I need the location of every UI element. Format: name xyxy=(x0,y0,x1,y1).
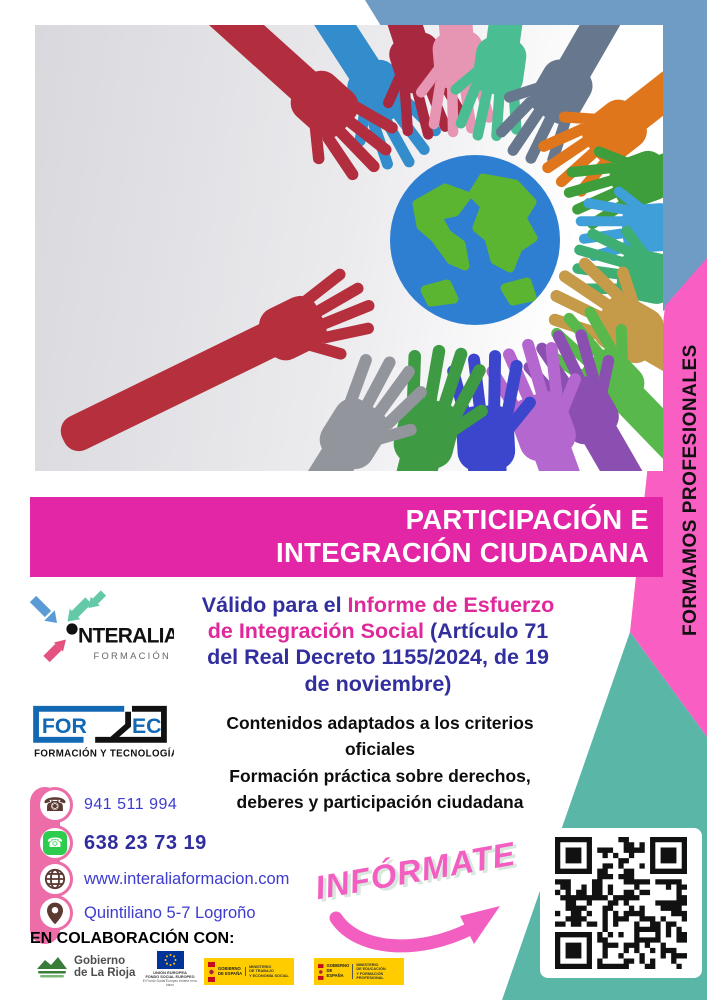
cta-arrow-icon xyxy=(322,888,512,963)
fortec-tagline: FORMACIÓN Y TECNOLOGÍA xyxy=(34,748,174,760)
contact-row-phone xyxy=(37,787,177,823)
min1-gov2: DE ESPAÑA xyxy=(218,970,243,976)
title-line1: PARTICIPACIÓN E xyxy=(405,504,649,535)
spain-flag-icon xyxy=(318,962,324,982)
eu-flag-icon xyxy=(157,951,184,969)
min1-gov1: GOBIERNO xyxy=(218,965,241,971)
location-pin-icon xyxy=(37,895,73,931)
phone-number: 941 511 994 xyxy=(84,796,178,813)
title-banner xyxy=(30,497,663,577)
qr-code xyxy=(555,837,687,969)
interalia-tagline: FORMACIÓN xyxy=(93,651,171,661)
whatsapp-icon: ☎ xyxy=(37,825,73,861)
rioja-line2: de La Rioja xyxy=(74,967,136,979)
whatsapp-number: 638 23 73 19 xyxy=(84,831,207,854)
min2-gov2: DE ESPAÑA xyxy=(326,968,344,978)
validity-text xyxy=(193,592,563,697)
contact-row-whatsapp xyxy=(37,825,207,861)
rioja-mountains-icon xyxy=(36,954,68,980)
min2-gov1: GOBIERNO xyxy=(326,963,350,969)
validity-suffix: (Artículo 71 del Real Decreto 1155/2024, de 19 de noviembre) xyxy=(207,619,549,696)
hero-photo xyxy=(35,25,663,471)
contact-row-address xyxy=(37,895,256,931)
spain-flag-icon xyxy=(208,962,215,982)
features-text xyxy=(200,710,560,815)
cta-informate: INFÓRMATE xyxy=(312,834,519,907)
hands-globe-illustration xyxy=(35,25,663,471)
title-line2: INTEGRACIÓN CIUDADANA xyxy=(276,537,649,568)
ministry-labor-logo xyxy=(204,958,294,985)
collaboration-heading: EN COLABORACIÓN CON: xyxy=(30,930,235,947)
min2-dep1: MINISTERIO xyxy=(356,962,379,967)
min1-dep1: MINISTERIO xyxy=(249,964,272,969)
eu-line3: El Fondo Social Europeo invierte en tu futuro xyxy=(142,979,198,987)
address-text: Quintiliano 5-7 Logroño xyxy=(84,903,256,922)
min2-dep2: DE EDUCACIÓN xyxy=(356,967,386,972)
min1-dep2: DE TRABAJO xyxy=(249,969,274,974)
ribbon-vertical-text: FORMAMOS PROFESIONALES xyxy=(680,344,701,636)
globe-icon xyxy=(37,861,73,897)
interalia-logo xyxy=(24,590,174,673)
validity-highlight: Informe de Esfuerzo de Integración Social xyxy=(207,593,555,644)
fortec-right-text: EC xyxy=(131,714,162,738)
paper-globe xyxy=(390,155,560,325)
fortec-t-stem xyxy=(113,712,129,739)
eu-logo xyxy=(142,951,198,987)
interalia-name: NTERALIA xyxy=(78,624,174,648)
rioja-logo xyxy=(36,954,135,980)
website-url: www.interaliaformacion.com xyxy=(84,869,290,888)
hands-ring xyxy=(48,25,663,471)
validity-prefix: Válido para el xyxy=(201,593,348,617)
fortec-logo xyxy=(26,702,174,769)
contact-row-web xyxy=(37,861,289,897)
min2-dep3: Y FORMACIÓN PROFESIONAL xyxy=(356,971,384,980)
qr-panel xyxy=(540,828,702,978)
features-line1: Contenidos adaptados a los criterios oficiales xyxy=(226,713,534,760)
eu-line2: FONDO SOCIAL EUROPEO xyxy=(145,975,195,979)
rioja-line1: Gobierno xyxy=(74,954,126,967)
eu-line1: UNIÓN EUROPEA xyxy=(153,970,187,975)
fortec-left-text: FOR xyxy=(41,714,87,738)
phone-icon: ☎ xyxy=(37,787,73,823)
features-line2: Formación práctica sobre derechos, deberes y participación ciudadana xyxy=(229,765,531,812)
ministry-education-logo xyxy=(314,958,404,985)
min1-dep3: Y ECONOMÍA SOCIAL xyxy=(249,973,289,978)
